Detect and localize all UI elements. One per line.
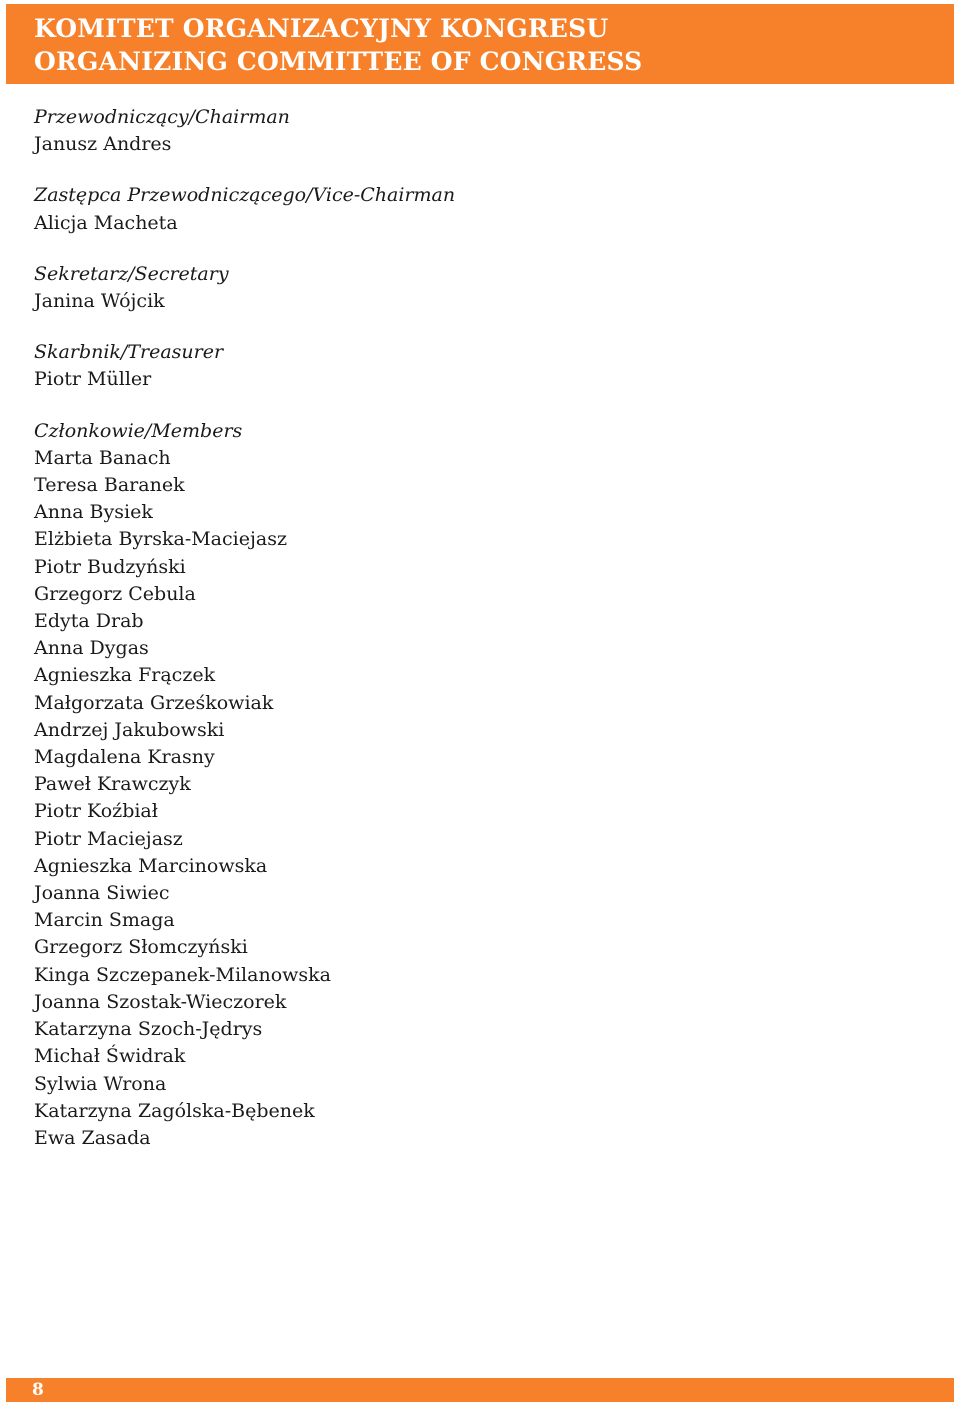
member-name: Marta Banach (34, 446, 171, 469)
treasurer-role: Skarbnik/Treasurer (34, 341, 224, 364)
vice-chairman-name: Alicja Macheta (34, 211, 178, 234)
member-name: Joanna Siwiec (34, 882, 170, 905)
secretary-name: Janina Wójcik (34, 290, 165, 313)
member-name: Sylwia Wrona (34, 1072, 167, 1095)
member-name: Paweł Krawczyk (34, 773, 191, 796)
member-name: Kinga Szczepanek-Milanowska (34, 963, 331, 986)
member-name: Agnieszka Frączek (34, 664, 216, 687)
member-name: Agnieszka Marcinowska (34, 854, 268, 877)
members-list (34, 445, 914, 1152)
chairman-role: Przewodniczący/Chairman (34, 106, 290, 128)
page-number: 8 (32, 1380, 44, 1400)
member-name: Magdalena Krasny (34, 746, 215, 769)
member-name: Małgorzata Grześkowiak (34, 691, 274, 714)
footer-bar (6, 1378, 954, 1402)
member-name: Elżbieta Byrska-Maciejasz (34, 528, 287, 551)
secretary-section (34, 261, 914, 315)
vice-chairman-role: Zastępca Przewodniczącego/Vice-Chairman (34, 184, 456, 207)
secretary-role: Sekretarz/Secretary (34, 262, 229, 285)
member-name: Ewa Zasada (34, 1126, 151, 1149)
member-name: Marcin Smaga (34, 909, 175, 932)
chairman-section (34, 104, 914, 158)
member-name: Andrzej Jakubowski (34, 718, 225, 741)
member-name: Grzegorz Słomczyński (34, 936, 248, 959)
member-name: Piotr Koźbiał (34, 800, 158, 823)
member-name: Grzegorz Cebula (34, 582, 196, 605)
member-name: Katarzyna Szoch-Jędrys (34, 1018, 263, 1041)
member-name: Anna Bysiek (34, 501, 153, 524)
members-role: Członkowie/Members (34, 419, 243, 442)
member-name: Edyta Drab (34, 610, 144, 633)
member-name: Michał Świdrak (34, 1045, 186, 1068)
member-name: Anna Dygas (34, 637, 149, 660)
member-name: Joanna Szostak-Wieczorek (34, 990, 287, 1013)
header-banner (6, 4, 954, 84)
title-polish: KOMITET ORGANIZACYJNY KONGRESU (34, 14, 609, 43)
chairman-name: Janusz Andres (34, 133, 172, 156)
vice-chairman-section (34, 182, 914, 236)
member-name: Piotr Maciejasz (34, 827, 183, 850)
title-english: ORGANIZING COMMITTEE OF CONGRESS (34, 47, 643, 76)
committee-content (34, 104, 914, 1176)
treasurer-name: Piotr Müller (34, 368, 152, 391)
members-section (34, 418, 914, 1152)
treasurer-section (34, 339, 914, 393)
member-name: Piotr Budzyński (34, 555, 186, 578)
member-name: Teresa Baranek (34, 474, 185, 497)
member-name: Katarzyna Zagólska-Bębenek (34, 1099, 315, 1122)
